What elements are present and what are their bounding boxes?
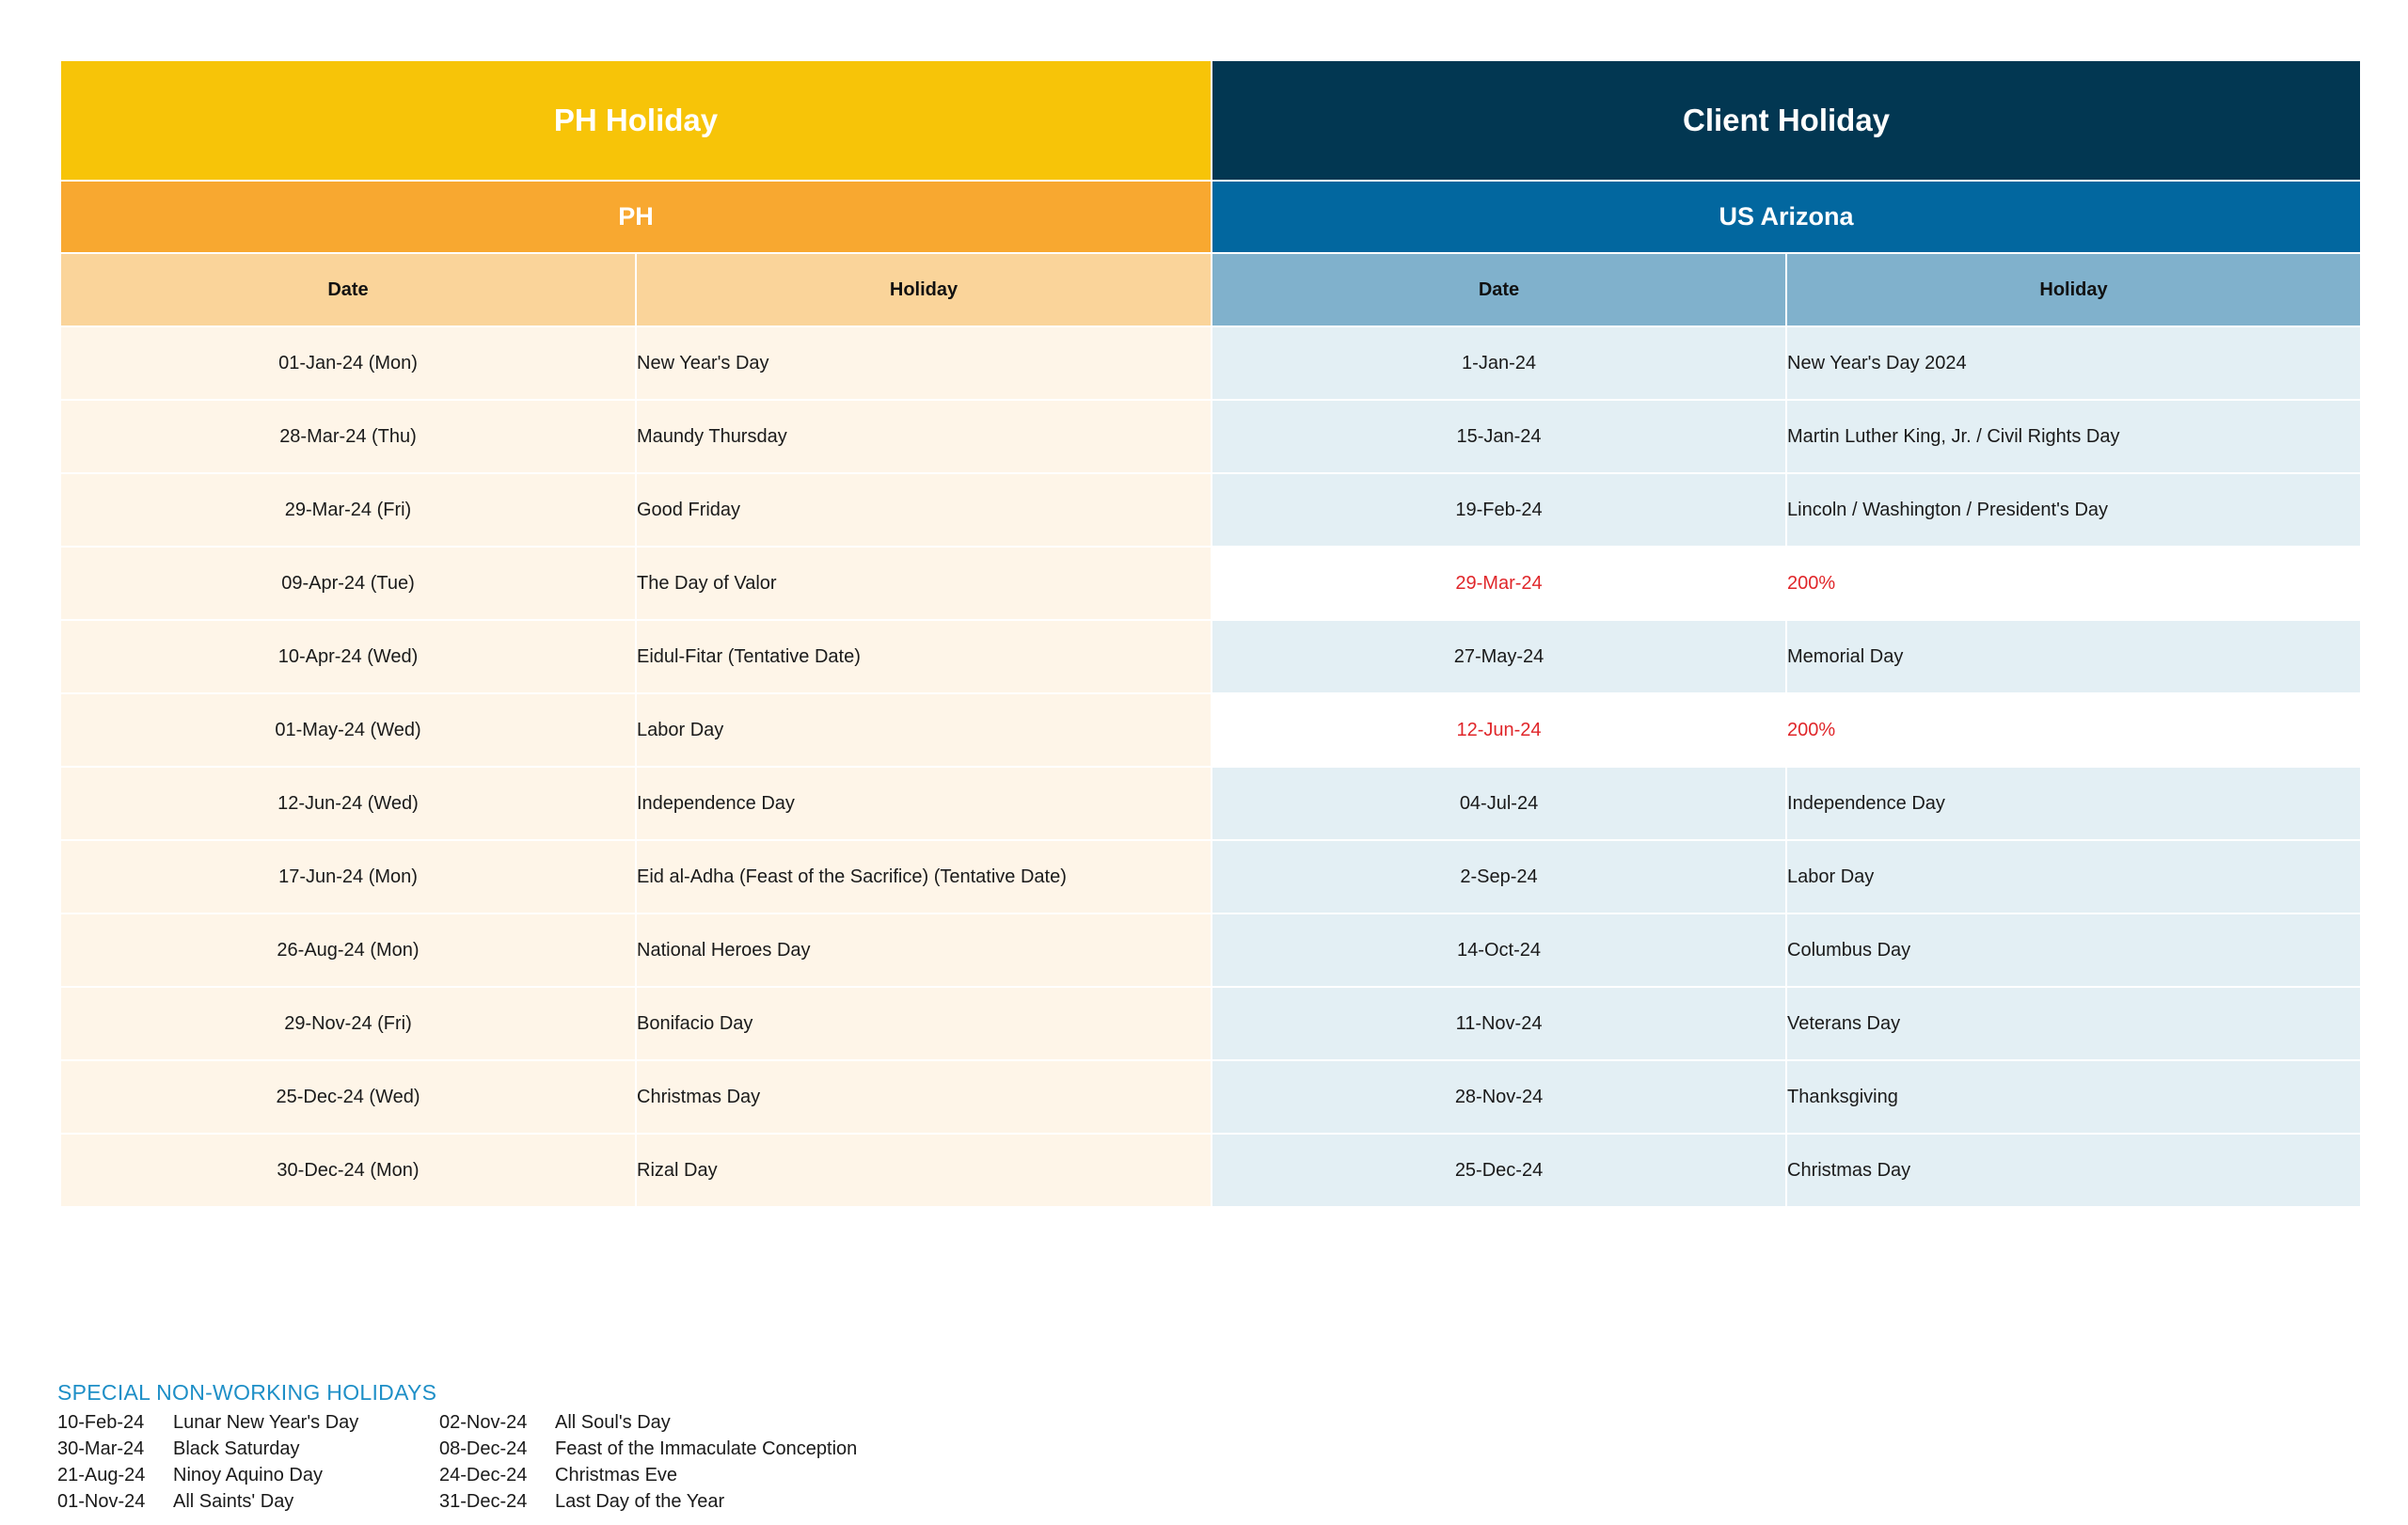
ph-date-header: Date	[60, 253, 636, 326]
ph-date-cell: 29-Nov-24 (Fri)	[60, 987, 636, 1060]
ph-holiday-cell: The Day of Valor	[636, 547, 1212, 620]
title-row	[60, 60, 2361, 181]
ph-date-cell: 26-Aug-24 (Mon)	[60, 913, 636, 987]
special-holiday-item	[439, 1409, 671, 1436]
special-holiday-date: 08-Dec-24	[439, 1438, 528, 1459]
ph-holiday-cell: Maundy Thursday	[636, 400, 1212, 473]
column-header-row	[60, 253, 2361, 326]
ph-holiday-cell: Christmas Day	[636, 1060, 1212, 1134]
client-date-cell: 15-Jan-24	[1212, 400, 1786, 473]
ph-date-cell: 10-Apr-24 (Wed)	[60, 620, 636, 693]
region-row	[60, 181, 2361, 253]
ph-date-cell: 30-Dec-24 (Mon)	[60, 1134, 636, 1207]
special-holiday-date: 02-Nov-24	[439, 1412, 528, 1433]
client-holiday-cell: Thanksgiving	[1786, 1060, 2361, 1134]
ph-date-cell: 28-Mar-24 (Thu)	[60, 400, 636, 473]
client-holiday-cell: Christmas Day	[1786, 1134, 2361, 1207]
client-holiday-cell: Columbus Day	[1786, 913, 2361, 987]
client-holiday-cell: Independence Day	[1786, 767, 2361, 840]
ph-holiday-cell: Independence Day	[636, 767, 1212, 840]
table-body	[60, 326, 2361, 1207]
ph-date-cell: 01-Jan-24 (Mon)	[60, 326, 636, 400]
special-holiday-item	[439, 1436, 857, 1462]
special-holiday-date: 30-Mar-24	[57, 1438, 145, 1459]
table-row	[60, 620, 2361, 693]
ph-holiday-cell: Labor Day	[636, 693, 1212, 767]
special-holiday-date: 21-Aug-24	[57, 1465, 146, 1485]
special-holiday-date: 24-Dec-24	[439, 1465, 528, 1485]
ph-date-cell: 12-Jun-24 (Wed)	[60, 767, 636, 840]
table-row	[60, 400, 2361, 473]
client-date-cell: 27-May-24	[1212, 620, 1786, 693]
special-holidays-section	[57, 1379, 1092, 1515]
table-row	[60, 987, 2361, 1060]
ph-region-label: PH	[60, 181, 1212, 253]
special-holiday-name: Lunar New Year's Day	[173, 1412, 359, 1433]
client-holiday-header: Holiday	[1786, 253, 2361, 326]
client-date-cell: 1-Jan-24	[1212, 326, 1786, 400]
ph-holiday-cell: Eid al-Adha (Feast of the Sacrifice) (Tentative Date)	[636, 840, 1212, 913]
ph-date-cell: 09-Apr-24 (Tue)	[60, 547, 636, 620]
client-holiday-title: Client Holiday	[1212, 60, 2361, 181]
table-row	[60, 913, 2361, 987]
special-holidays-title: SPECIAL NON-WORKING HOLIDAYS	[57, 1380, 437, 1405]
client-holiday-cell: 200%	[1786, 693, 2361, 767]
special-holiday-name: Christmas Eve	[555, 1465, 678, 1485]
special-holiday-item	[57, 1436, 300, 1462]
special-holiday-name: Feast of the Immaculate Conception	[555, 1438, 858, 1459]
client-date-cell: 19-Feb-24	[1212, 473, 1786, 547]
client-date-cell: 12-Jun-24	[1212, 693, 1786, 767]
client-holiday-cell: Labor Day	[1786, 840, 2361, 913]
ph-date-cell: 17-Jun-24 (Mon)	[60, 840, 636, 913]
ph-holiday-cell: Rizal Day	[636, 1134, 1212, 1207]
table-row	[60, 840, 2361, 913]
ph-holiday-cell: Good Friday	[636, 473, 1212, 547]
client-date-cell: 28-Nov-24	[1212, 1060, 1786, 1134]
special-holiday-name: Ninoy Aquino Day	[173, 1465, 323, 1485]
table-row	[60, 473, 2361, 547]
client-date-cell: 25-Dec-24	[1212, 1134, 1786, 1207]
client-region-label: US Arizona	[1212, 181, 2361, 253]
special-holiday-date: 10-Feb-24	[57, 1412, 145, 1433]
client-holiday-cell: 200%	[1786, 547, 2361, 620]
special-holiday-date: 31-Dec-24	[439, 1491, 528, 1512]
special-holiday-name: Black Saturday	[173, 1438, 300, 1459]
ph-date-cell: 25-Dec-24 (Wed)	[60, 1060, 636, 1134]
client-date-cell: 04-Jul-24	[1212, 767, 1786, 840]
ph-holiday-cell: National Heroes Day	[636, 913, 1212, 987]
client-date-header: Date	[1212, 253, 1786, 326]
table-row	[60, 1060, 2361, 1134]
client-date-cell: 2-Sep-24	[1212, 840, 1786, 913]
client-date-cell: 11-Nov-24	[1212, 987, 1786, 1060]
table-row	[60, 767, 2361, 840]
special-holiday-date: 01-Nov-24	[57, 1491, 146, 1512]
special-holiday-item	[439, 1488, 724, 1515]
special-holidays-list	[57, 1409, 1092, 1515]
ph-holiday-cell: Eidul-Fitar (Tentative Date)	[636, 620, 1212, 693]
client-date-cell: 29-Mar-24	[1212, 547, 1786, 620]
ph-holiday-title: PH Holiday	[60, 60, 1212, 181]
ph-holiday-cell: Bonifacio Day	[636, 987, 1212, 1060]
table-row	[60, 326, 2361, 400]
ph-holiday-header: Holiday	[636, 253, 1212, 326]
ph-holiday-cell: New Year's Day	[636, 326, 1212, 400]
special-holiday-name: All Soul's Day	[555, 1412, 671, 1433]
special-holiday-name: All Saints' Day	[173, 1491, 294, 1512]
ph-date-cell: 01-May-24 (Wed)	[60, 693, 636, 767]
client-holiday-cell: Martin Luther King, Jr. / Civil Rights Day	[1786, 400, 2361, 473]
special-holiday-item	[57, 1462, 323, 1488]
table-row	[60, 693, 2361, 767]
client-holiday-cell: Lincoln / Washington / President's Day	[1786, 473, 2361, 547]
client-holiday-cell: New Year's Day 2024	[1786, 326, 2361, 400]
special-holiday-item	[439, 1462, 677, 1488]
ph-date-cell: 29-Mar-24 (Fri)	[60, 473, 636, 547]
client-holiday-cell: Memorial Day	[1786, 620, 2361, 693]
client-holiday-cell: Veterans Day	[1786, 987, 2361, 1060]
holiday-table	[59, 59, 2362, 1208]
table-row	[60, 1134, 2361, 1207]
table-row	[60, 547, 2361, 620]
client-date-cell: 14-Oct-24	[1212, 913, 1786, 987]
special-holiday-item	[57, 1409, 358, 1436]
special-holiday-name: Last Day of the Year	[555, 1491, 725, 1512]
special-holiday-item	[57, 1488, 293, 1515]
